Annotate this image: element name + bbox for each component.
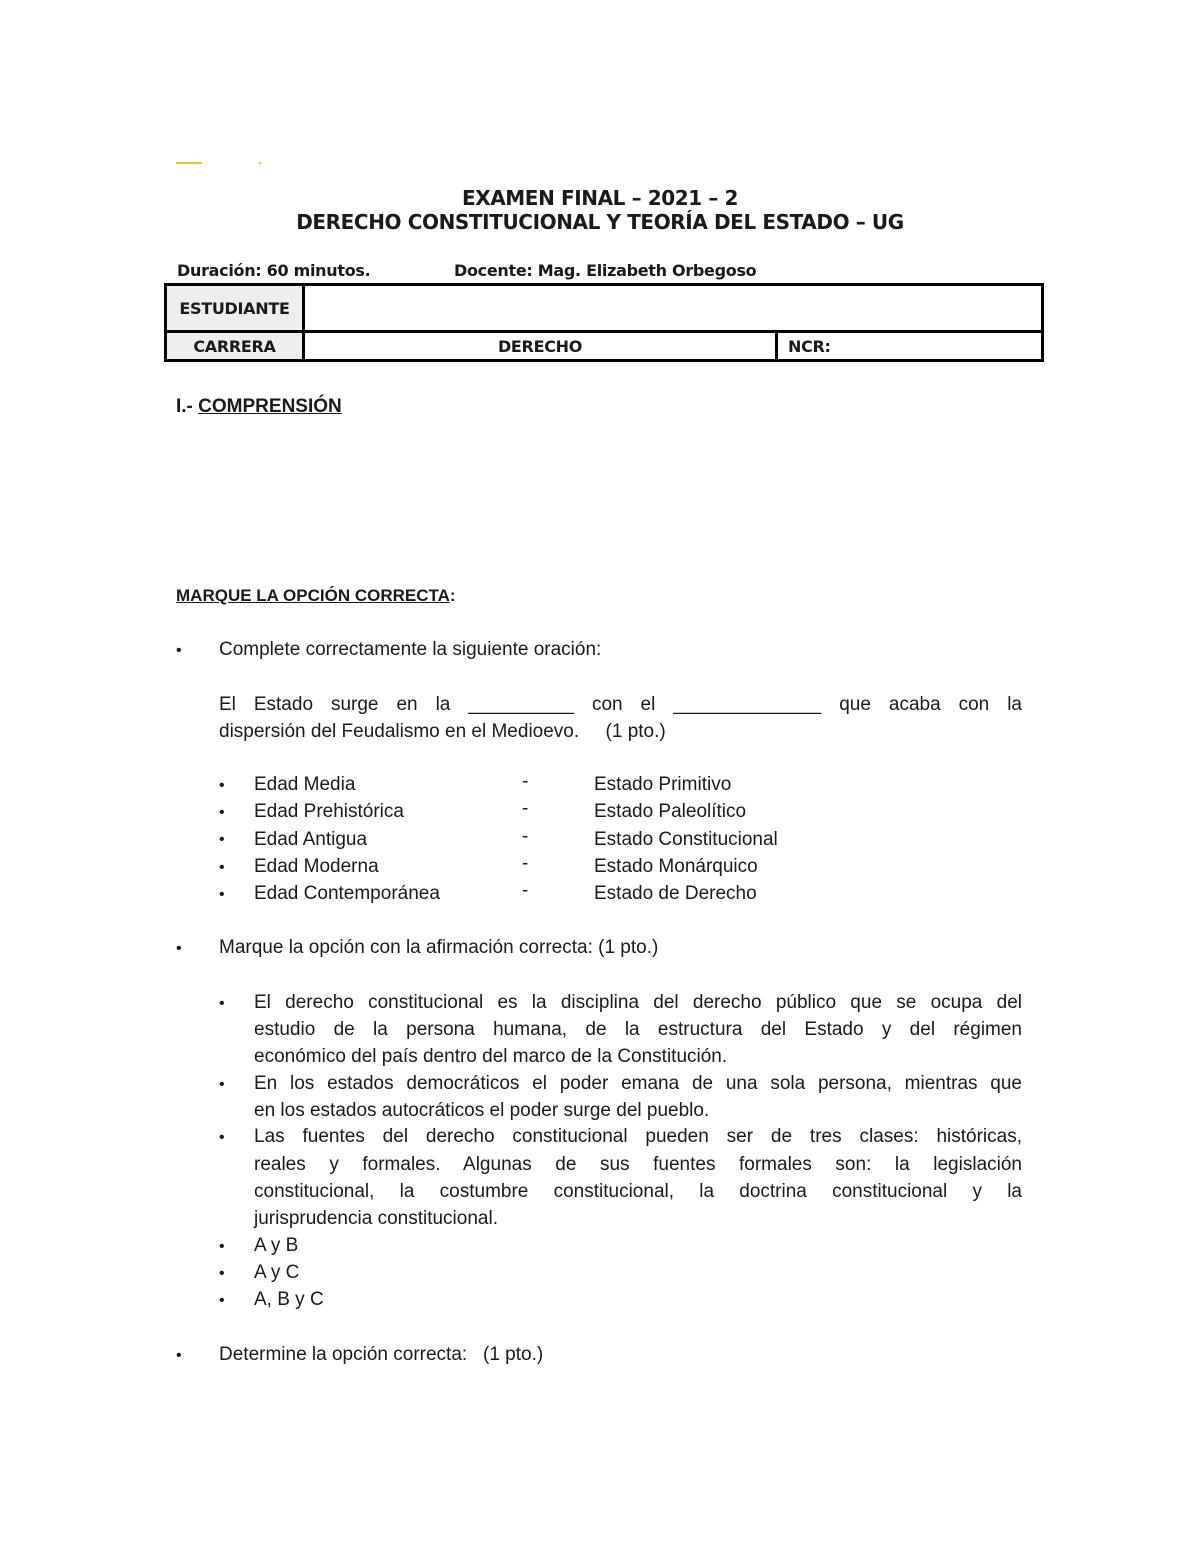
q2-option-bullet: • <box>219 1292 225 1309</box>
section-heading <box>176 396 342 418</box>
q2-option-c-line1[interactable]: Las fuentes del derecho constitucional pueden ser de tres clases: históricas, <box>254 1126 1022 1147</box>
q2-option-bullet: • <box>219 1129 225 1146</box>
q2-option-bullet: • <box>219 1076 225 1093</box>
q1-option-dash: - <box>522 771 529 792</box>
q1-bullet: • <box>176 642 182 659</box>
course-title: DERECHO CONSTITUCIONAL Y TEORÍA DEL ESTADO – UG <box>296 210 904 234</box>
q1-prompt: Complete correctamente la siguiente oración: <box>219 639 602 660</box>
student-label: ESTUDIANTE <box>166 285 304 332</box>
q3-prompt: Determine la opción correcta: (1 pto.) <box>219 1344 544 1365</box>
q2-option-b-line2[interactable]: en los estados autocráticos el poder surge del pueblo. <box>254 1100 710 1121</box>
section-number: I.- <box>176 396 199 417</box>
header-accent-line <box>176 162 202 164</box>
q1-option-right[interactable]: Estado Primitivo <box>594 774 732 795</box>
q1-option-right[interactable]: Estado de Derecho <box>594 883 757 904</box>
q1-option-dash: - <box>522 826 529 847</box>
q1-option-left[interactable]: Edad Moderna <box>254 856 379 877</box>
q2-option-a-line1[interactable]: El derecho constitucional es la disciplina del derecho público que se ocupa del <box>254 992 1022 1013</box>
q2-option-d[interactable]: A y B <box>254 1235 299 1256</box>
q2-option-bullet: • <box>219 1265 225 1282</box>
instruction-heading <box>176 586 456 606</box>
q2-option-f[interactable]: A, B y C <box>254 1289 324 1310</box>
q2-option-a-line3[interactable]: económico del país dentro del marco de la Constitución. <box>254 1046 728 1067</box>
q2-bullet: • <box>176 940 182 957</box>
q1-option-left[interactable]: Edad Contemporánea <box>254 883 440 904</box>
exam-duration: Duración: 60 minutos. <box>177 261 371 280</box>
q1-option-right[interactable]: Estado Paleolítico <box>594 801 747 822</box>
q1-option-right[interactable]: Estado Constitucional <box>594 829 778 850</box>
q1-option-left[interactable]: Edad Media <box>254 774 356 795</box>
exam-teacher: Docente: Mag. Elizabeth Orbegoso <box>454 261 757 280</box>
q2-option-e[interactable]: A y C <box>254 1262 300 1283</box>
q1-option-bullet: • <box>219 859 225 876</box>
q1-option-dash: - <box>522 798 529 819</box>
q2-option-c-line3[interactable]: constitucional, la costumbre constitucional, la doctrina constitucional y la <box>254 1181 1022 1202</box>
q2-option-c-line2[interactable]: reales y formales. Algunas de sus fuentes formales son: la legislación <box>254 1154 1022 1175</box>
header-accent-dot <box>259 162 261 164</box>
student-info-table <box>164 283 1044 362</box>
exam-title: EXAMEN FINAL – 2021 – 2 <box>461 186 739 210</box>
q1-option-bullet: • <box>219 831 225 848</box>
q1-option-bullet: • <box>219 886 225 903</box>
student-name-field[interactable] <box>304 285 1043 332</box>
instruction-text: MARQUE LA OPCIÓN CORRECTA <box>176 586 450 605</box>
q1-option-bullet: • <box>219 777 225 794</box>
q2-prompt: Marque la opción con la afirmación correcta: (1 pto.) <box>219 937 659 958</box>
q1-option-bullet: • <box>219 804 225 821</box>
ncr-field[interactable]: NCR: <box>777 332 1043 361</box>
career-label: CARRERA <box>166 332 304 361</box>
instruction-suffix: : <box>449 586 456 605</box>
q1-sentence-line1: El Estado surge en la __________ con el ______________ que acaba con la <box>219 694 1022 715</box>
q1-option-dash: - <box>522 853 529 874</box>
section-title: COMPRENSIÓN <box>198 396 342 417</box>
career-value: DERECHO <box>304 332 777 361</box>
q1-option-left[interactable]: Edad Antigua <box>254 829 368 850</box>
q2-option-a-line2[interactable]: estudio de la persona humana, de la estructura del Estado y del régimen <box>254 1019 1022 1040</box>
q1-option-right[interactable]: Estado Monárquico <box>594 856 758 877</box>
q1-sentence-line2: dispersión del Feudalismo en el Medioevo. (1 pto.) <box>219 721 666 742</box>
q1-option-left[interactable]: Edad Prehistórica <box>254 801 404 822</box>
q1-option-dash: - <box>522 880 529 901</box>
q2-option-bullet: • <box>219 1238 225 1255</box>
q2-option-c-line4[interactable]: jurisprudencia constitucional. <box>254 1208 498 1229</box>
q2-option-b-line1[interactable]: En los estados democráticos el poder emana de una sola persona, mientras que <box>254 1073 1022 1094</box>
q3-bullet: • <box>176 1347 182 1364</box>
q2-option-bullet: • <box>219 995 225 1012</box>
